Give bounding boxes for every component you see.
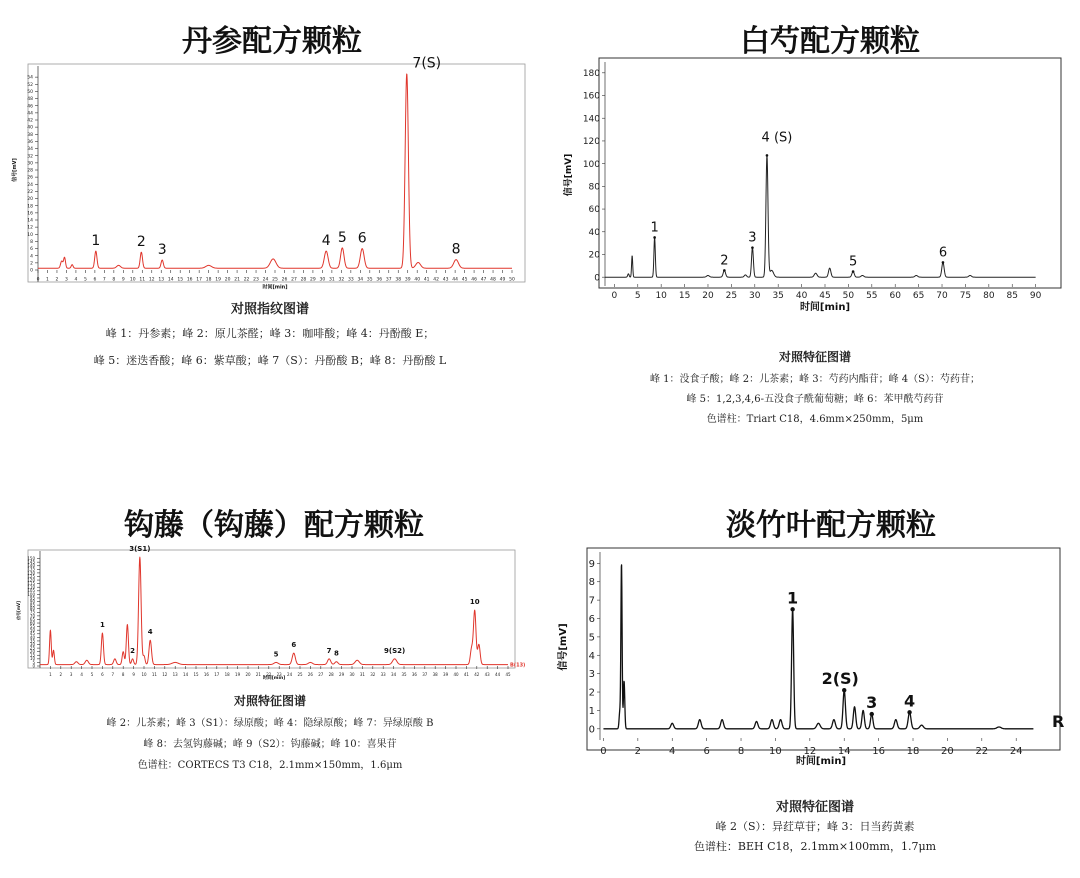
x-tick-label: 15 xyxy=(177,277,184,283)
x-tick-label: 40 xyxy=(795,291,808,301)
y-tick-label: 54 xyxy=(27,75,33,81)
x-tick-label: 12 xyxy=(162,672,168,677)
peak-label: 2 xyxy=(136,234,146,251)
y-tick-label: 4 xyxy=(30,254,33,260)
plot-frame xyxy=(587,548,1060,750)
y-tick-label: 110 xyxy=(27,584,35,590)
x-tick-label: 2 xyxy=(55,277,59,283)
y-tick-label: 48 xyxy=(27,97,33,103)
peak-label: 2 xyxy=(130,646,135,655)
chart-danshen xyxy=(0,0,540,292)
y-tick-label: 9 xyxy=(588,558,595,570)
x-tick-label: 17 xyxy=(214,672,220,677)
peak-label: 1 xyxy=(650,220,659,236)
x-tick-label: 14 xyxy=(167,277,174,283)
y-tick-label: 5 xyxy=(32,659,35,665)
caption-line-danshen-1: 峰 1：丹参素；峰 2：原儿茶醛；峰 3：咖啡酸；峰 4：丹酚酸 E； xyxy=(105,327,435,340)
x-tick-label: 42 xyxy=(474,672,480,677)
x-tick-label: 34 xyxy=(391,672,397,677)
x-axis-label: 时间[min] xyxy=(262,284,288,291)
x-tick-label: 24 xyxy=(1009,746,1023,757)
x-axis-label: 时间[min] xyxy=(795,756,847,767)
x-tick-label: 22 xyxy=(243,277,250,283)
y-tick-label: 20 xyxy=(27,197,33,203)
x-tick-label: 20 xyxy=(224,277,231,283)
x-tick-label: 43 xyxy=(484,672,490,677)
x-tick-label: 47 xyxy=(480,277,487,283)
y-tick-label: 6 xyxy=(30,247,33,253)
y-tick-label: 2 xyxy=(30,261,33,267)
y-tick-label: 25 xyxy=(29,645,35,651)
x-tick-label: 0 xyxy=(611,291,618,301)
x-tick-label: 23 xyxy=(253,277,259,283)
x-tick-label: 37 xyxy=(422,672,428,677)
chart-baishao xyxy=(555,0,1075,330)
x-tick-label: 2 xyxy=(59,672,63,677)
peak-marker xyxy=(907,710,911,714)
peak-label: 4 xyxy=(321,233,331,250)
y-tick-label: 36 xyxy=(27,140,33,146)
peak-label: 5 xyxy=(273,650,279,659)
caption-title-danshen: 对照指纹图谱 xyxy=(230,302,309,317)
x-tick-label: 38 xyxy=(395,277,402,283)
x-tick-label: 43 xyxy=(442,277,449,283)
x-tick-label: 10 xyxy=(129,277,136,283)
x-tick-label: 34 xyxy=(357,277,364,283)
y-tick-label: 52 xyxy=(27,82,33,88)
x-tick-label: 5 xyxy=(634,291,641,301)
x-tick-label: 35 xyxy=(401,672,407,677)
x-tick-label: 16 xyxy=(872,746,885,757)
plot-frame xyxy=(599,58,1061,288)
y-tick-label: 150 xyxy=(27,555,35,561)
y-tick-label: 8 xyxy=(30,240,33,246)
x-tick-label: 33 xyxy=(380,672,386,677)
x-tick-label: 6 xyxy=(703,746,710,757)
x-tick-label: 3 xyxy=(65,277,68,283)
y-tick-label: 5 xyxy=(588,632,595,644)
x-tick-label: 36 xyxy=(411,672,417,677)
x-tick-label: 39 xyxy=(443,672,449,677)
y-tick-label: 40 xyxy=(27,125,33,131)
x-tick-label: 44 xyxy=(495,672,501,677)
x-tick-label: 20 xyxy=(941,746,954,757)
x-tick-label: 20 xyxy=(702,291,714,301)
y-tick-label: 45 xyxy=(29,631,35,637)
chromatogram-trace xyxy=(38,74,512,268)
x-tick-label: 22 xyxy=(975,746,989,757)
y-tick-label: 20 xyxy=(29,649,35,655)
y-tick-label: 90 xyxy=(29,598,35,604)
caption-line-baishao-3: 色谱柱：Triart C18，4.6mm×250mm，5μm xyxy=(706,414,924,425)
x-tick-label: 1 xyxy=(49,672,52,677)
x-tick-label: 32 xyxy=(338,277,345,283)
x-tick-label: 37 xyxy=(385,277,392,283)
x-tick-label: 41 xyxy=(423,277,430,283)
peak-label: 1 xyxy=(787,588,799,608)
peak-marker xyxy=(942,261,945,264)
y-tick-label: 35 xyxy=(29,638,35,644)
x-tick-label: 40 xyxy=(414,277,421,283)
x-tick-label: 24 xyxy=(262,277,269,283)
y-tick-label: 2 xyxy=(588,687,595,699)
chart-gouteng xyxy=(0,545,540,685)
x-tick-label: 1 xyxy=(46,277,49,283)
y-tick-label: 180 xyxy=(582,68,600,79)
x-tick-label: 29 xyxy=(310,277,316,283)
x-tick-label: 7 xyxy=(111,672,115,677)
y-tick-label: 75 xyxy=(29,609,35,615)
y-tick-label: 7 xyxy=(588,595,595,607)
y-tick-label: 125 xyxy=(27,573,35,579)
x-tick-label: 35 xyxy=(366,277,373,283)
caption-title-danzhuye: 对照特征图谱 xyxy=(775,800,854,815)
y-tick-label: 10 xyxy=(29,656,35,662)
x-tick-label: 16 xyxy=(186,277,193,283)
x-tick-label: 8 xyxy=(121,672,125,677)
x-tick-label: 18 xyxy=(906,746,920,757)
x-tick-label: 2 xyxy=(634,746,642,757)
caption-title-baishao: 对照特征图谱 xyxy=(778,350,851,364)
caption-line-danzhuye-2: 色谱柱：BEH C18，2.1mm×100mm，1.7μm xyxy=(693,840,937,853)
peak-label: 6 xyxy=(291,641,297,650)
y-tick-label: 160 xyxy=(582,91,600,102)
y-tick-label: 3 xyxy=(588,669,595,681)
y-tick-label: 80 xyxy=(588,182,600,193)
x-tick-label: 45 xyxy=(505,672,511,677)
peak-label: 4 (S) xyxy=(761,130,793,146)
x-tick-label: 90 xyxy=(1029,291,1042,301)
y-tick-label: 130 xyxy=(27,570,35,576)
x-tick-label: 18 xyxy=(205,277,212,283)
y-tick-label: 115 xyxy=(27,581,35,587)
x-tick-label: 44 xyxy=(452,277,458,283)
peak-label: 8 xyxy=(451,241,461,258)
peak-label: 3 xyxy=(157,242,167,258)
y-tick-label: 40 xyxy=(29,634,35,640)
x-tick-label: 15 xyxy=(193,672,199,677)
x-tick-label: 39 xyxy=(404,277,411,283)
x-tick-label: 50 xyxy=(842,291,855,301)
peak-label: 5 xyxy=(337,229,347,246)
y-axis-label: 信号[mV] xyxy=(12,158,18,182)
peak-label: 10 xyxy=(469,598,480,607)
x-tick-label: 4 xyxy=(669,746,676,757)
y-tick-label: 135 xyxy=(27,566,35,572)
x-tick-label: 3 xyxy=(69,672,73,677)
x-tick-label: 4 xyxy=(80,672,83,677)
x-tick-label: 26 xyxy=(307,672,313,677)
y-tick-label: 30 xyxy=(29,641,35,647)
panel-title-danshen: 丹参配方颗粒 xyxy=(182,24,362,59)
x-tick-label: 14 xyxy=(183,672,189,677)
x-tick-label: 11 xyxy=(151,672,157,677)
x-tick-label: 31 xyxy=(329,277,335,283)
caption-line-gouteng-3: 色谱柱：CORTECS T3 C18，2.1mm×150mm，1.6μm xyxy=(137,760,403,771)
x-tick-label: 25 xyxy=(725,291,738,301)
y-tick-label: 34 xyxy=(27,147,33,153)
x-tick-label: 12 xyxy=(148,277,155,283)
panel-title-danzhuye: 淡竹叶配方颗粒 xyxy=(726,508,936,543)
x-tick-label: 7 xyxy=(102,277,106,283)
caption-line-baishao-2: 峰 5：1,2,3,4,6-五没食子酰葡萄糖；峰 6：苯甲酰芍药苷 xyxy=(686,394,944,405)
peak-label: 1 xyxy=(91,233,101,250)
caption-line-gouteng-1: 峰 2：儿茶素；峰 3（S1）：绿原酸；峰 4：隐绿原酸；峰 7：异绿原酸 B xyxy=(106,718,434,729)
peak-marker xyxy=(723,269,726,272)
x-tick-label: 6 xyxy=(93,277,97,283)
x-tick-label: 5 xyxy=(90,672,94,677)
x-tick-label: 27 xyxy=(318,672,324,677)
y-tick-label: 1 xyxy=(588,705,595,717)
x-tick-label: 30 xyxy=(319,277,326,283)
caption-line-danzhuye-1: 峰 2（S）：异荭草苷；峰 3：日当药黄素 xyxy=(715,820,915,833)
x-tick-label: 5 xyxy=(83,277,87,283)
x-tick-label: 55 xyxy=(866,291,878,301)
y-tick-label: 18 xyxy=(27,204,33,210)
x-tick-label: 85 xyxy=(1006,291,1018,301)
x-tick-label: 20 xyxy=(245,672,251,677)
x-tick-label: 10 xyxy=(769,746,782,757)
x-tick-label: 36 xyxy=(376,277,383,283)
panel-title-gouteng: 钩藤（钩藤）配方颗粒 xyxy=(124,508,424,543)
x-tick-label: 28 xyxy=(300,277,307,283)
x-tick-label: 31 xyxy=(359,672,365,677)
x-tick-label: 22 xyxy=(266,672,272,677)
y-tick-label: 12 xyxy=(27,225,33,231)
caption-line-baishao-1: 峰 1：没食子酸；峰 2：儿茶素；峰 3：芍药内酯苷；峰 4（S）：芍药苷； xyxy=(649,374,980,385)
y-tick-label: 16 xyxy=(27,211,33,217)
x-tick-label: 19 xyxy=(235,672,241,677)
panel-title-baishao: 白芍配方颗粒 xyxy=(740,24,920,59)
chromatogram-trace xyxy=(605,155,1036,277)
x-tick-label: 9 xyxy=(132,672,135,677)
y-tick-label: 14 xyxy=(27,218,33,224)
x-tick-label: 8 xyxy=(112,277,116,283)
caption-title-gouteng: 对照特征图谱 xyxy=(233,694,306,708)
x-tick-label: 26 xyxy=(281,277,288,283)
chromatogram-trace xyxy=(603,565,1033,729)
y-tick-label: 15 xyxy=(29,652,35,658)
y-tick-label: 60 xyxy=(588,205,600,216)
y-axis-label: 信号[mV] xyxy=(564,153,574,197)
peak-marker xyxy=(852,270,855,273)
x-tick-label: 60 xyxy=(889,291,901,301)
y-tick-label: 70 xyxy=(29,613,35,619)
x-tick-label: 46 xyxy=(471,277,477,283)
y-tick-label: 100 xyxy=(582,159,600,170)
x-tick-label: 29 xyxy=(339,672,345,677)
x-tick-label: 9 xyxy=(121,277,125,283)
peak-label: 2 xyxy=(720,253,729,269)
peak-label: 7 xyxy=(326,646,332,655)
x-tick-label: 10 xyxy=(141,672,147,677)
x-tick-label: 27 xyxy=(291,277,297,283)
x-tick-label: 40 xyxy=(453,672,459,677)
y-tick-label: 85 xyxy=(29,602,35,608)
peak-label: 6 xyxy=(357,230,367,247)
y-tick-label: 8 xyxy=(588,577,595,589)
x-tick-label: 49 xyxy=(499,277,506,283)
x-tick-label: 19 xyxy=(215,277,221,283)
y-tick-label: 140 xyxy=(27,563,35,569)
x-tick-label: 38 xyxy=(432,672,438,677)
x-tick-label: 50 xyxy=(509,277,515,283)
y-tick-label: 30 xyxy=(27,161,33,167)
y-tick-label: 140 xyxy=(582,114,600,125)
y-tick-label: 120 xyxy=(27,577,35,583)
y-tick-label: 32 xyxy=(27,154,33,160)
x-tick-label: 6 xyxy=(101,672,104,677)
x-tick-label: 65 xyxy=(912,291,925,301)
y-tick-label: 50 xyxy=(29,627,35,633)
peak-label: 7(S) xyxy=(412,55,442,72)
x-tick-label: 45 xyxy=(461,277,468,283)
y-tick-label: 65 xyxy=(29,616,35,622)
trace-end-label: R xyxy=(1052,711,1065,731)
y-tick-label: 0 xyxy=(30,268,33,274)
peak-label: 3 xyxy=(748,230,757,246)
peak-marker xyxy=(790,607,794,611)
x-tick-label: 21 xyxy=(255,672,261,677)
x-tick-label: 33 xyxy=(347,277,354,283)
peak-marker xyxy=(751,246,754,249)
y-tick-label: 24 xyxy=(27,182,33,188)
x-tick-label: 30 xyxy=(349,672,355,677)
y-tick-label: 22 xyxy=(27,190,33,196)
x-tick-label: 32 xyxy=(370,672,376,677)
y-tick-label: 55 xyxy=(29,624,35,630)
y-axis-label: 信号[mV] xyxy=(558,623,569,671)
x-tick-label: 25 xyxy=(272,277,278,283)
x-axis-label: 时间[min] xyxy=(262,676,286,681)
y-axis-label: 信号[mV] xyxy=(16,601,21,620)
peak-label: 8 xyxy=(333,649,339,658)
x-tick-label: 42 xyxy=(433,277,440,283)
y-tick-label: 0 xyxy=(588,724,595,736)
y-tick-label: 50 xyxy=(27,90,33,96)
y-tick-label: 100 xyxy=(27,591,35,597)
y-tick-label: 105 xyxy=(27,588,35,594)
x-tick-label: 45 xyxy=(819,291,831,301)
x-tick-label: 15 xyxy=(678,291,691,301)
peak-label: 6 xyxy=(938,245,948,261)
y-tick-label: 20 xyxy=(588,250,600,261)
y-tick-label: 26 xyxy=(27,175,33,181)
x-tick-label: 35 xyxy=(772,291,784,301)
y-tick-label: 145 xyxy=(27,559,35,565)
plot-frame xyxy=(28,64,525,282)
x-tick-label: 23 xyxy=(276,672,282,677)
x-tick-label: 14 xyxy=(837,746,851,757)
caption-line-danshen-2: 峰 5：迷迭香酸；峰 6：紫草酸；峰 7（S）：丹酚酸 B；峰 8：丹酚酸 L xyxy=(93,354,447,367)
x-tick-label: 30 xyxy=(749,291,761,301)
x-tick-label: 24 xyxy=(287,672,293,677)
peak-marker xyxy=(653,236,656,239)
peak-marker xyxy=(870,712,874,716)
peak-marker xyxy=(766,154,769,157)
x-tick-label: 70 xyxy=(936,291,948,301)
x-tick-label: 17 xyxy=(196,277,203,283)
x-tick-label: 10 xyxy=(655,291,667,301)
x-tick-label: 13 xyxy=(158,277,165,283)
x-tick-label: 0 xyxy=(600,746,607,757)
x-tick-label: 28 xyxy=(328,672,334,677)
x-tick-label: 8 xyxy=(737,746,745,757)
x-tick-label: 41 xyxy=(463,672,469,677)
y-tick-label: 28 xyxy=(27,168,33,174)
peak-label: 5 xyxy=(848,254,858,270)
y-tick-label: 0 xyxy=(594,273,600,284)
peak-label: 3 xyxy=(866,693,878,713)
peak-label: 2(S) xyxy=(821,669,859,689)
y-tick-label: 40 xyxy=(588,227,600,238)
x-tick-label: 18 xyxy=(224,672,230,677)
x-tick-label: 21 xyxy=(234,277,240,283)
chart-danzhuye xyxy=(555,540,1075,780)
trace-end-label: B(13) xyxy=(510,662,526,669)
y-tick-label: 6 xyxy=(588,614,595,626)
peak-label: 4 xyxy=(904,691,916,711)
peak-marker xyxy=(842,688,846,692)
y-tick-label: 42 xyxy=(27,118,33,124)
x-axis-label: 时间[min] xyxy=(799,302,851,313)
x-tick-label: 75 xyxy=(959,291,972,301)
y-tick-label: 60 xyxy=(29,620,35,626)
chromatogram-trace xyxy=(40,557,508,664)
x-tick-label: 0 xyxy=(36,277,40,283)
x-tick-label: 12 xyxy=(803,746,817,757)
y-tick-label: 4 xyxy=(588,650,595,662)
peak-label: 4 xyxy=(147,628,153,637)
y-tick-label: 38 xyxy=(27,132,33,138)
x-tick-label: 25 xyxy=(297,672,303,677)
y-tick-label: 46 xyxy=(27,104,33,110)
x-tick-label: 48 xyxy=(490,277,496,283)
caption-line-gouteng-2: 峰 8：去氢钩藤碱；峰 9（S2）：钩藤碱；峰 10：喜果苷 xyxy=(143,739,397,750)
x-tick-label: 11 xyxy=(139,277,146,283)
y-tick-label: 10 xyxy=(27,232,33,238)
x-tick-label: 13 xyxy=(172,672,178,677)
y-tick-label: 44 xyxy=(27,111,33,117)
y-tick-label: 0 xyxy=(32,663,35,669)
y-tick-label: 95 xyxy=(29,595,35,601)
peak-label: 3(S1) xyxy=(129,545,151,554)
peak-label: 1 xyxy=(99,621,105,630)
x-tick-label: 80 xyxy=(983,291,995,301)
x-tick-label: 4 xyxy=(74,277,78,283)
x-tick-label: 16 xyxy=(203,672,209,677)
y-tick-label: 120 xyxy=(582,137,600,148)
peak-label: 9(S2) xyxy=(384,646,406,655)
y-tick-label: 80 xyxy=(29,606,35,612)
